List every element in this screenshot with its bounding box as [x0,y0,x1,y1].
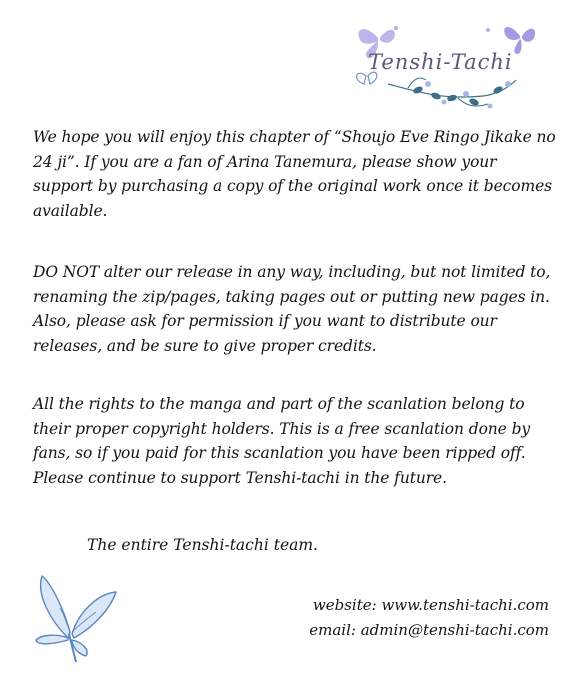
butterfly-icon [30,570,122,670]
team-signature: The entire Tenshi-tachi team. [87,536,318,554]
rights-paragraph: All the rights to the manga and part of the scanlation belong to their proper copyright holders. This is a free scanlation done by fans, so if you paid for this scanlation you have been ripped off. Please continue to support Tenshi-tachi in the future. [33,395,531,487]
tenshi-tachi-logo [348,18,538,113]
intro-paragraph: We hope you will enjoy this chapter of “Shoujo Eve Ringo Jikake no 24 ji”. If you are a fan of Arina Tanemura, please show your support by purchasing a copy of the original work once it becomes available. [33,128,556,220]
contact-block [309,593,549,643]
email-text: email: admin@tenshi-tachi.com [309,621,549,639]
distribution-paragraph: DO NOT alter our release in any way, including, but not limited to, renaming the zip/pages, taking pages out or putting new pages in. Also, please ask for permission if you want to distribute our releases, and be sure to give proper credits. [33,263,551,355]
logo-text: Tenshi-Tachi [368,50,513,74]
website-text: website: www.tenshi-tachi.com [312,596,549,614]
